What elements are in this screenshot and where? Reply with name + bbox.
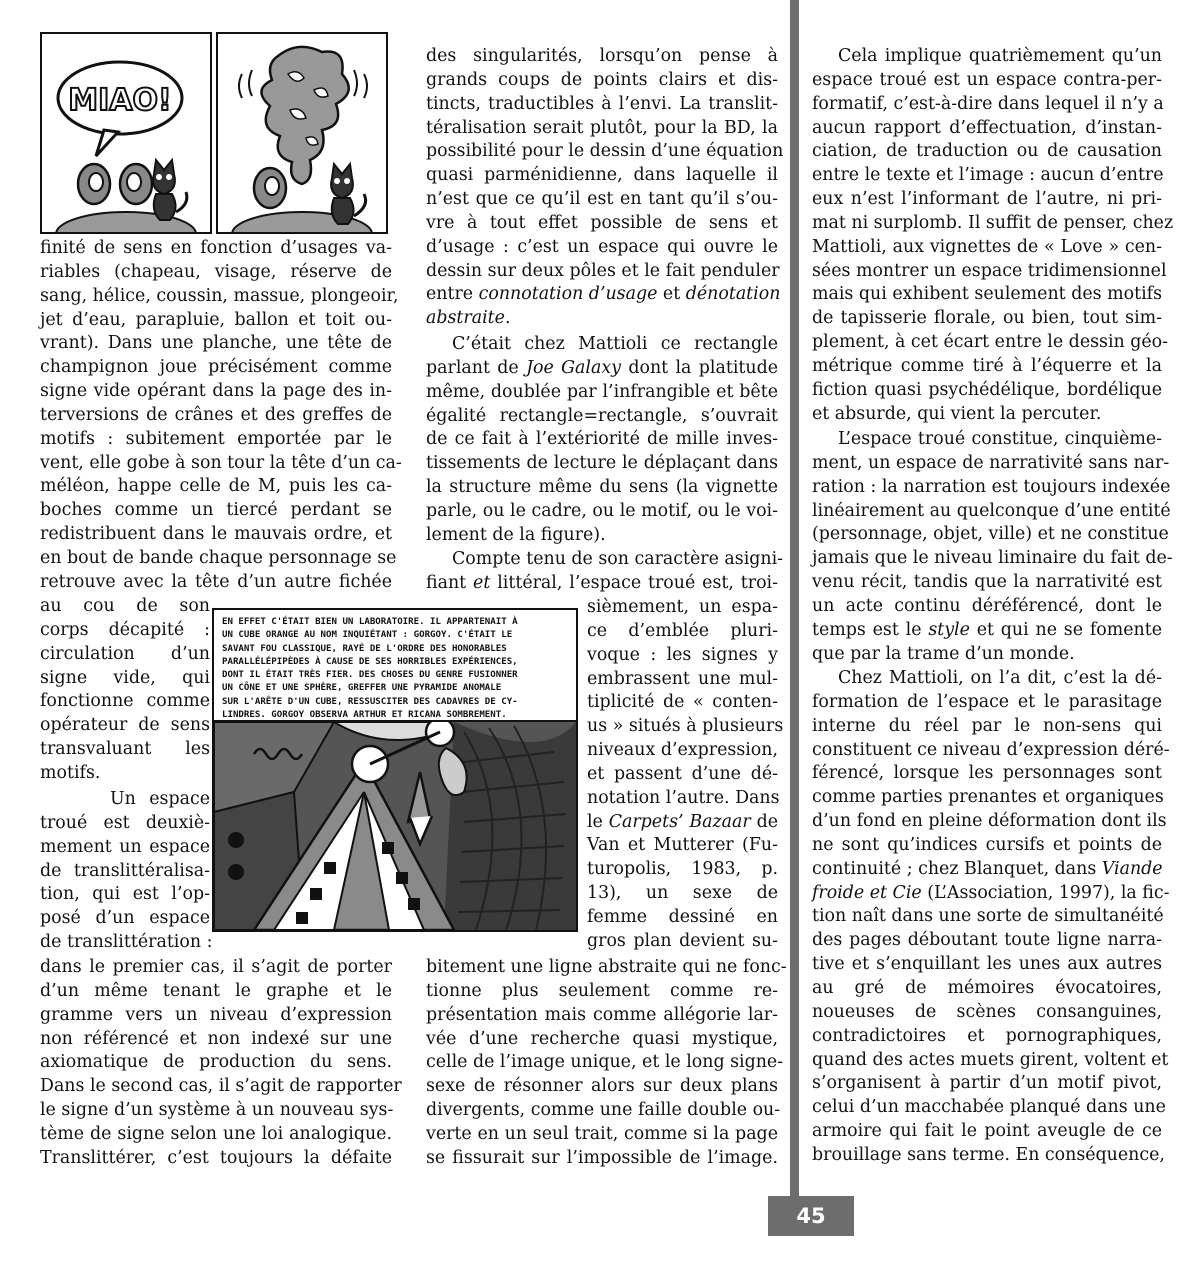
col1-block-a <box>40 237 402 595</box>
page-number: 45 <box>768 1196 854 1236</box>
column-divider <box>790 0 799 1212</box>
italic-run: et <box>473 572 491 593</box>
italic-run: froide et Cie <box>812 882 922 903</box>
text-run: dont la platitude <box>621 357 779 378</box>
text-line: retrouve avec la tête d’un autre fichée <box>40 571 392 592</box>
text-line: venu récit, tandis que la narrativité est <box>812 572 1162 593</box>
text-line: de translittéralisa- <box>40 860 210 881</box>
text-line: us » situés à plusieurs <box>587 716 784 737</box>
col3-block-a <box>812 45 1174 427</box>
text-line: des singularités, lorsqu’on pense à <box>426 46 778 66</box>
text-line: turopolis, 1983, p. <box>587 859 778 880</box>
text-line: verte en un seul trait, comme si la page <box>426 1123 778 1144</box>
col2-block-b <box>426 333 778 548</box>
text-run: . <box>504 308 511 329</box>
text-line: femme dessiné en <box>587 906 778 927</box>
text-run: et <box>657 284 686 305</box>
text-line: Chez Mattioli, on l’a dit, c’est la dé- <box>838 668 1162 688</box>
col3-block-c <box>812 667 1170 1168</box>
caption-line: EN EFFET C'ÉTAIT BIEN UN LABORATOIRE. IL APPARTENAIT À <box>222 617 518 627</box>
text-line: tiplicité de « conten- <box>587 692 778 713</box>
text-line: n’est que ce qu’il est en tant qu’il s’ou- <box>426 189 778 210</box>
text-line: contradictoires et pornographiques, <box>812 1025 1162 1046</box>
text-line: tion, qui est l’op- <box>40 884 210 905</box>
text-run: littéral, l’espace troué est, troi- <box>490 572 778 593</box>
text-line: Translittérer, c’est toujours la défaite <box>40 1147 392 1168</box>
caption-line: PARALLÉLÉPIPÈDES À CAUSE DE SES HORRIBLES EXPÉRIENCES, <box>222 656 518 667</box>
text-line: fonctionne comme <box>40 691 210 712</box>
text-line: d’usage : c’est un espace qui ouvre le <box>426 236 778 257</box>
text-line: ciation, de traduction ou de causation <box>812 141 1162 162</box>
text-line: mat ni surplomb. Il suffit de penser, chez <box>812 212 1174 233</box>
text-line: de tapisserie florale, ou bien, tout sim- <box>812 308 1162 329</box>
text-line: corps décapité : <box>40 619 210 640</box>
text-line <box>812 858 1162 882</box>
col2-block-e <box>426 956 787 1171</box>
text-line: C’était chez Mattioli ce rectangle <box>452 334 778 354</box>
italic-run: Viande <box>1101 858 1163 879</box>
miao-bubble-text: MIAO! <box>68 83 172 118</box>
text-line <box>426 283 781 307</box>
text-line: sées montrer un espace tridimensionnel <box>812 260 1167 281</box>
text-line: d’un même tenant le graphe et le <box>40 980 392 1001</box>
text-line: gramme vers un niveau d’expression <box>40 1004 392 1025</box>
text-line: tissements de lecture le déplaçant dans <box>426 453 778 474</box>
caption-line: UN CUBE ORANGE AU NOM INQUIÉTANT : GORGOY. C'ÉTAIT LE <box>222 630 513 641</box>
comic-drawing-laboratory <box>214 722 576 930</box>
text-line: de translittération : <box>40 932 213 953</box>
text-line <box>812 882 1170 906</box>
text-line: entre le texte et l’image : aucun d’entre <box>812 165 1164 186</box>
text-line: posé d’un espace <box>40 908 210 929</box>
caption-line: SUR L'ARÊTE D'UN CUBE, RESSUSCITER DES CADAVRES DE CY- <box>222 696 518 707</box>
text-line: et passent d’une dé- <box>587 763 778 784</box>
text-line: troué est deuxiè- <box>40 812 210 833</box>
comic-panel-miao <box>40 32 212 234</box>
text-line: que par la trame d’un monde. <box>812 643 1075 664</box>
text-line <box>426 357 778 381</box>
text-line: mement un espace <box>40 836 210 857</box>
text-line: formatif, c’est-à-dire dans lequel il n’y a <box>812 93 1164 114</box>
text-line: jet d’eau, parapluie, ballon et toit ou- <box>40 309 392 330</box>
text-run: de <box>750 811 778 832</box>
text-line: celui d’un macchabée planqué dans une <box>812 1097 1166 1118</box>
text-line: tionne plus seulement comme re- <box>426 980 778 1001</box>
text-line: vrant). Dans une planche, une tête de <box>40 333 392 354</box>
text-line: 13), un sexe de <box>587 883 778 904</box>
text-line: quand des actes muets girent, voltent et <box>812 1049 1169 1070</box>
text-line: se fissurait sur l’impossible de l’image. <box>426 1147 778 1168</box>
text-line: voque : les signes y <box>587 644 778 665</box>
text-line: quasi parménidienne, dans laquelle il <box>426 165 778 186</box>
text-line: lement de la figure). <box>426 524 606 545</box>
text-line <box>812 619 1162 643</box>
text-line: axiomatique de production du sens. <box>40 1052 392 1073</box>
text-line: égalité rectangle=rectangle, s’ouvrait <box>426 405 778 426</box>
text-line: transvaluant les <box>40 739 210 760</box>
text-line: (personnage, objet, ville) et ne constitue <box>812 524 1169 545</box>
col2-block-d <box>587 596 784 954</box>
text-line: Compte tenu de son caractère asigni- <box>452 549 784 569</box>
text-line: constituent ce niveau d’expression déré- <box>812 739 1170 760</box>
text-line: Un espace <box>110 789 210 809</box>
comic-caption-box <box>214 610 576 722</box>
text-run: (L’Association, 1997), la fic- <box>921 882 1170 903</box>
text-line: d’un fond en pleine déformation dont ils <box>812 811 1167 832</box>
text-line: opérateur de sens <box>40 715 210 736</box>
text-line: finité de sens en fonction d’usages va- <box>40 238 392 258</box>
text-line: téralisation serait plutôt, pour la BD, la <box>426 117 778 138</box>
text-line: ne sont qu’indices cursifs et points de <box>812 834 1162 855</box>
text-line: eux n’est l’informant de l’autre, ni pri- <box>812 189 1162 210</box>
text-line: Van et Mutterer (Fu- <box>587 835 778 856</box>
text-line: au cou de son <box>40 596 210 616</box>
text-line: riables (chapeau, visage, réserve de <box>40 261 392 282</box>
text-line: espace troué est un espace contra-per- <box>812 69 1162 90</box>
text-line: parle, ou le cadre, ou le motif, ou le voi- <box>426 500 778 521</box>
text-line: bitement une ligne abstraite qui ne fonc- <box>426 957 787 977</box>
text-line <box>426 307 778 331</box>
text-line: niveaux d’expression, <box>587 740 778 761</box>
text-line: tion naît dans une sorte de simultanéité <box>812 906 1164 927</box>
text-line: tincts, traductibles à l’envi. La translit- <box>426 93 778 114</box>
col1-block-c <box>40 788 213 955</box>
italic-run: style <box>928 619 970 640</box>
text-line: fiction quasi psychédélique, bordélique <box>812 379 1162 400</box>
text-run: fiant <box>426 572 474 593</box>
text-line: motifs. <box>40 762 101 783</box>
text-line: non référencé et non indexé sur une <box>40 1028 392 1049</box>
text-line: de ce fait à l’extériorité de mille inves- <box>426 429 778 450</box>
text-line: des pages déboutant toute ligne narra- <box>812 930 1162 951</box>
text-line: L’espace troué constitue, cinquième- <box>838 429 1162 449</box>
text-line: ment, un espace de narrativité sans nar- <box>812 452 1170 473</box>
col1-block-d <box>40 956 402 1171</box>
italic-run: Joe Galaxy <box>526 357 621 378</box>
text-line: boches comme un tiercé perdant se <box>40 500 392 521</box>
text-line: brouillage sans terme. En conséquence, <box>812 1144 1165 1165</box>
text-line: mais qui exhibent seulement des motifs <box>812 284 1162 305</box>
comic-panel-explosion <box>216 32 388 234</box>
comic-drawing-cat-explosion <box>218 34 386 232</box>
italic-run: dénotation <box>685 284 781 305</box>
text-line: vre à tout effet possible de sens et <box>426 212 778 233</box>
text-line: comme parties prenantes et organiques <box>812 787 1164 808</box>
text-line: méléon, happe celle de M, puis les ca- <box>40 476 392 497</box>
col1-block-b <box>40 595 210 786</box>
text-line: noueuses de scènes consanguines, <box>812 1001 1162 1022</box>
text-line: sexe de résonner alors sur deux plans <box>426 1076 778 1097</box>
text-line: sang, hélice, coussin, massue, plongeoir, <box>40 285 399 306</box>
text-line: possibilité pour le dessin d’une équation <box>426 141 784 162</box>
text-run: temps est le <box>812 619 929 640</box>
text-line: ce d’emblée pluri- <box>587 620 778 641</box>
text-line: présentation mais comme allégorie lar- <box>426 1004 778 1025</box>
text-line: tème de signe selon une loi analogique. <box>40 1123 392 1144</box>
text-line: linéairement au quelconque d’une entité <box>812 500 1171 521</box>
comic-drawing-cat-miao <box>42 34 210 232</box>
text-line: en bout de bande chaque personnage se <box>40 547 397 568</box>
text-line: s’organisent à partir d’un motif pivot, <box>812 1073 1162 1094</box>
text-line: celle de l’image unique, et le long signe- <box>426 1052 784 1073</box>
italic-run: Carpets’ Bazaar <box>608 811 751 832</box>
text-line: Dans le second cas, il s’agit de rapporter <box>40 1076 402 1097</box>
text-line: formation de l’espace et le parasitage <box>812 691 1162 712</box>
text-line: Cela implique quatrièmement qu’un <box>838 46 1162 66</box>
comic-panel-laboratory <box>212 608 578 932</box>
caption-line: DONT IL ÉTAIT TRÈS FIER. DES CHOSES DU GENRE FUSIONNER <box>222 670 518 681</box>
text-line: un acte continu déréférencé, dont le <box>812 595 1162 616</box>
text-line: dans le premier cas, il s’agit de porter <box>40 957 392 977</box>
col2-block-c <box>426 548 784 596</box>
text-line: et absurde, qui vient la percuter. <box>812 403 1102 424</box>
caption-line: UN CÔNE ET UNE SPHÈRE, GREFFER UNE PYRAMIDE ANOMALE <box>222 683 502 694</box>
text-line: dessin sur deux pôles et le fait penduler <box>426 260 780 281</box>
text-line: au gré de mémoires évocatoires, <box>812 977 1162 998</box>
text-line: circulation d’un <box>40 643 210 664</box>
text-line: motifs : subitement emportée par le <box>40 428 392 449</box>
text-run: parlant de <box>426 357 527 378</box>
text-line: terversions de crânes et des greffes de <box>40 404 392 425</box>
text-line: interne du réel par le non-sens qui <box>812 715 1162 736</box>
text-line <box>426 572 778 596</box>
text-line: gros plan devient su- <box>587 930 778 951</box>
italic-run: abstraite <box>426 308 505 329</box>
text-line: la structure même du sens (la vignette <box>426 477 778 498</box>
col3-block-b <box>812 428 1173 666</box>
text-line: aucun rapport d’effectuation, d’instan- <box>812 117 1162 138</box>
text-line: plement, à cet écart entre le dessin géo- <box>812 332 1169 353</box>
text-line: embrassent une mul- <box>587 668 778 689</box>
text-line: notation l’autre. Dans <box>587 787 780 808</box>
italic-run: connotation d’usage <box>478 284 658 305</box>
text-line: divergents, comme une faille double ou- <box>426 1100 781 1121</box>
text-run: le <box>587 811 609 832</box>
text-line: sièmement, un espa- <box>587 597 778 617</box>
text-line: tive et s’enquillant les unes aux autres <box>812 954 1162 975</box>
text-run: continuité ; chez Blanquet, dans <box>812 858 1102 879</box>
text-line: vée d’une recherche quasi mystique, <box>426 1028 778 1049</box>
text-line: grands coups de points clairs et dis- <box>426 69 778 90</box>
text-line: Mattioli, aux vignettes de « Love » cen- <box>812 236 1162 257</box>
text-line: jamais que le niveau liminaire du fait de- <box>812 548 1173 569</box>
text-line: signe vide opérant dans la page des in- <box>40 381 392 402</box>
caption-line: SAVANT FOU CLASSIQUE, RAYÉ DE L'ORDRE DES HONORABLES <box>222 643 507 654</box>
text-line: férencé, lorsque les personnages sont <box>812 763 1162 784</box>
caption-line: LINDRES. GORGOY OBSERVA ARTHUR ET RICANA SOMBREMENT. <box>222 710 507 721</box>
text-line: vent, elle gobe à son tour la tête d’un ca- <box>40 452 402 473</box>
text-line: même, doublée par l’infrangible et bête <box>426 381 778 402</box>
text-line: signe vide, qui <box>40 667 210 688</box>
text-run: entre <box>426 284 479 305</box>
text-line: ration : la narration est toujours indexée <box>812 476 1171 497</box>
text-line: le signe d’un système à un nouveau sys- <box>40 1100 394 1121</box>
text-line: champignon joue précisément comme <box>40 357 392 378</box>
text-line: métrique comme tiré à l’équerre et la <box>812 355 1162 376</box>
text-line <box>587 811 778 835</box>
text-line: redistribuent dans le mauvais ordre, et <box>40 524 392 545</box>
text-run: et qui ne se fomente <box>969 619 1162 640</box>
col2-block-a <box>426 45 784 331</box>
text-line: armoire qui fait le point aveugle de ce <box>812 1121 1162 1142</box>
